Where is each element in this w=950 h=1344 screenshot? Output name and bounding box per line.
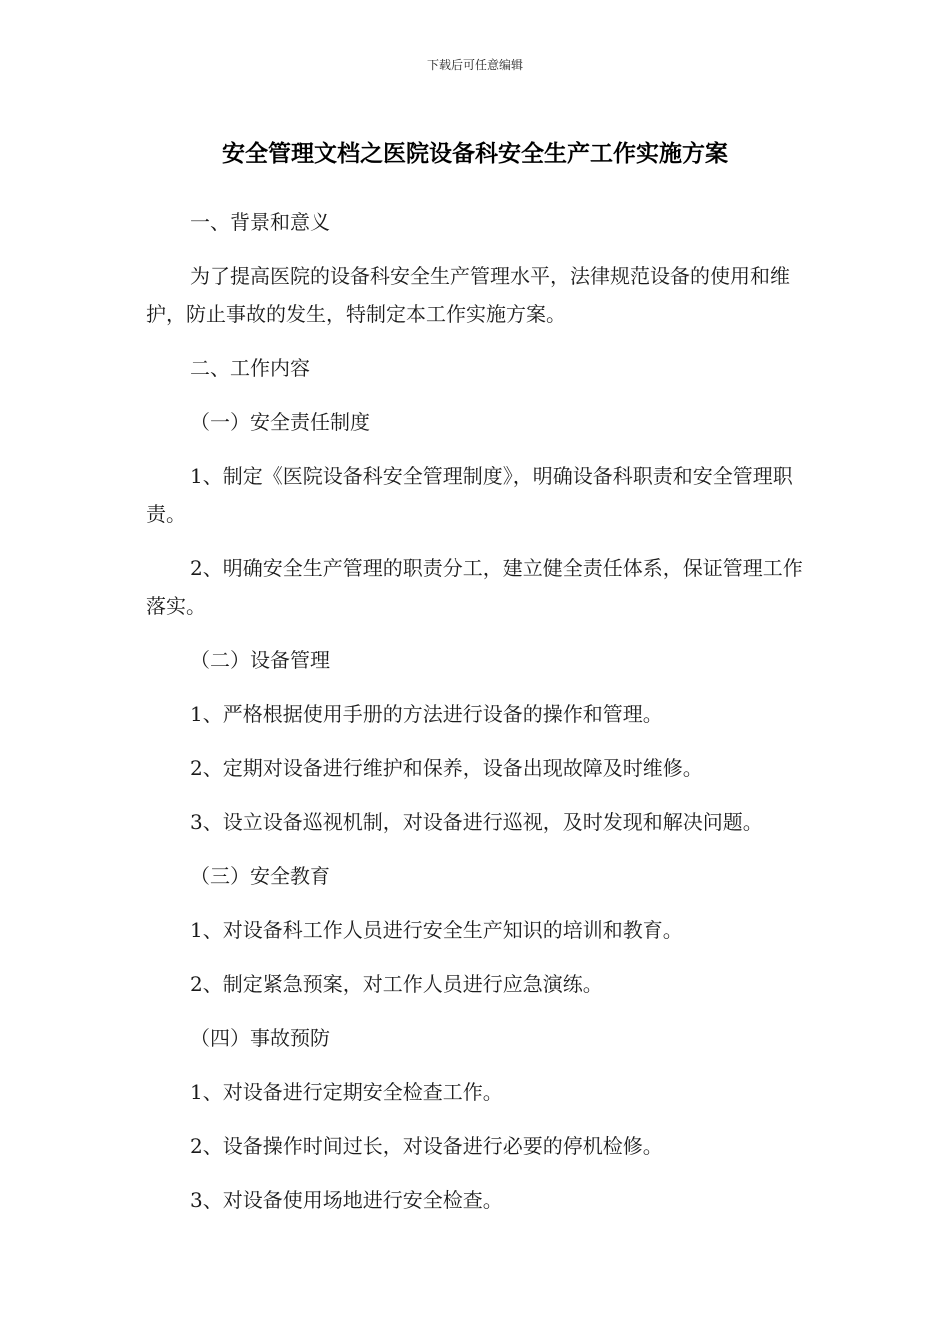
list-item: 2、定期对设备进行维护和保养，设备出现故障及时维修。: [190, 756, 703, 780]
list-item: 1、制定《医院设备科安全管理制度》，明确设备科职责和安全管理职责。: [146, 464, 793, 526]
subsection-heading: （四）事故预防: [190, 1026, 330, 1050]
section-heading: 一、背景和意义: [190, 210, 330, 234]
list-item: 1、对设备进行定期安全检查工作。: [190, 1080, 503, 1104]
subsection-heading: （二）设备管理: [190, 648, 330, 672]
header-note: 下载后可任意编辑: [426, 58, 523, 72]
list-item: 3、对设备使用场地进行安全检查。: [190, 1188, 503, 1212]
subsection-heading: （一）安全责任制度: [190, 410, 370, 434]
body-paragraph: 为了提高医院的设备科安全生产管理水平，法律规范设备的使用和维护，防止事故的发生，特制定本工作实施方案。: [146, 264, 790, 326]
document-body: [146, 203, 818, 1235]
list-item: 2、设备操作时间过长，对设备进行必要的停机检修。: [190, 1134, 663, 1158]
list-item: 1、对设备科工作人员进行安全生产知识的培训和教育。: [190, 918, 683, 942]
document-title: 安全管理文档之医院设备科安全生产工作实施方案: [222, 141, 728, 167]
section-heading: 二、工作内容: [190, 356, 310, 380]
list-item: 3、设立设备巡视机制，对设备进行巡视，及时发现和解决问题。: [190, 810, 763, 834]
list-item: 2、明确安全生产管理的职责分工，建立健全责任体系，保证管理工作落实。: [146, 556, 803, 618]
subsection-heading: （三）安全教育: [190, 864, 330, 888]
list-item: 2、制定紧急预案，对工作人员进行应急演练。: [190, 972, 603, 996]
list-item: 1、严格根据使用手册的方法进行设备的操作和管理。: [190, 702, 663, 726]
